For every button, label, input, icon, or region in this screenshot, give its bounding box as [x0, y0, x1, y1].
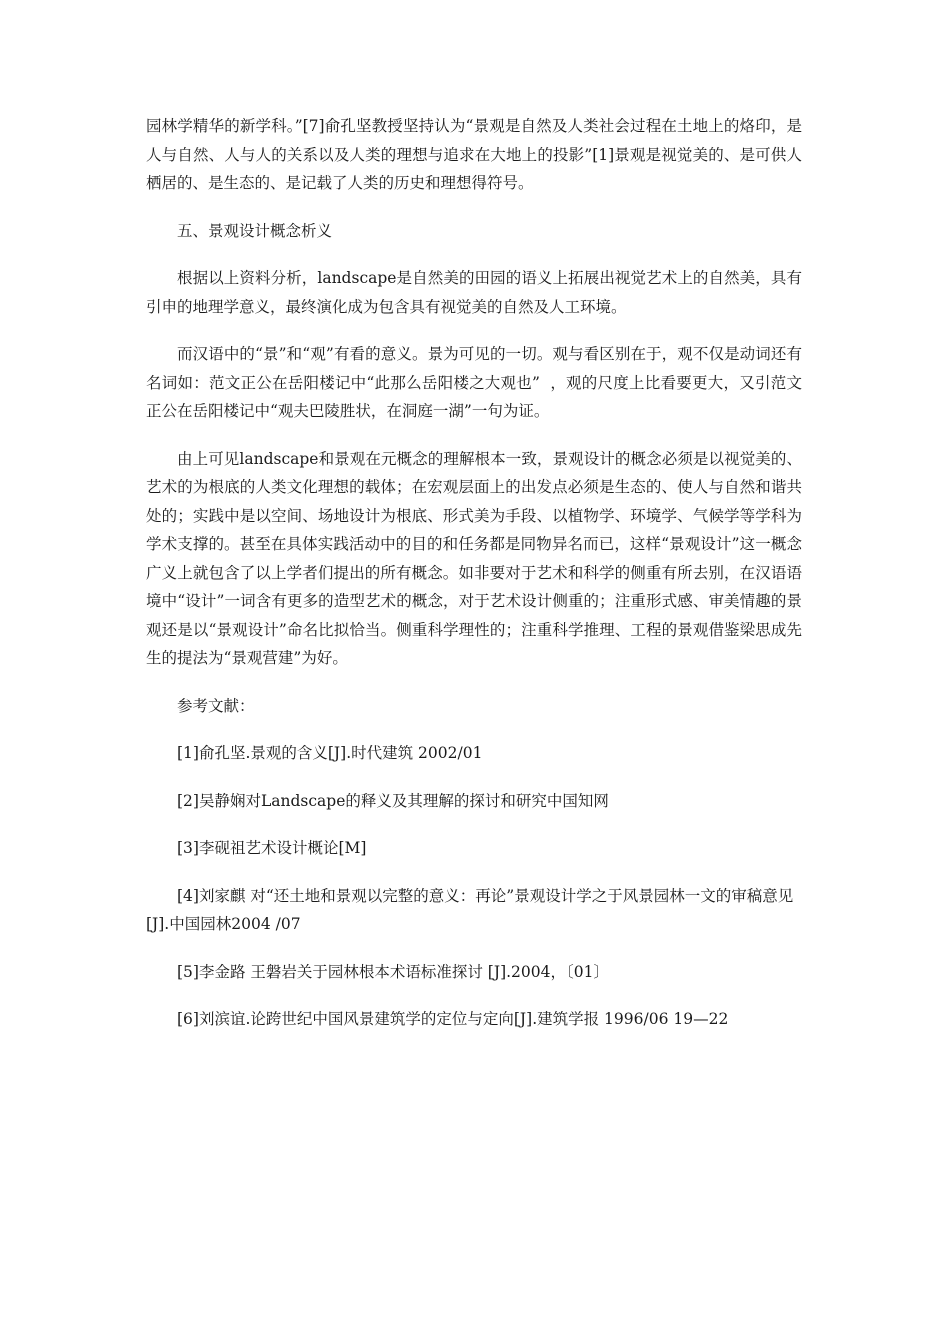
- reference-item: [2]吴静娴对Landscape的释义及其理解的探讨和研究中国知网: [177, 791, 609, 810]
- paragraph: 而汉语中的“景”和“观”有看的意义。景为可见的一切。观与看区别在于，观不仅是动词还有名词如：范文正公在岳阳楼记中“此那么岳阳楼之大观也” ，观的尺度上比看要更大，又引范文正公在岳阳楼记中“观夫巴陵胜状，在洞庭一湖”一句为证。: [146, 345, 802, 420]
- reference-item: [6]刘滨谊.论跨世纪中国风景建筑学的定位与定向[J].建筑学报 1996/06 19—22: [177, 1010, 729, 1028]
- reference-item: [5]李金路 王磐岩关于园林根本术语标准探讨 [J].2004，〔01〕: [177, 962, 609, 981]
- reference-item: [4]刘家麒 对“还土地和景观以完整的意义：再论”景观设计学之于风景园林一文的审稿意见[J].中国园林2004 /07: [146, 886, 794, 933]
- paragraph-continuation: 园林学精华的新学科。”[7]俞孔坚教授坚持认为“景观是自然及人类社会过程在土地上的烙印，是人与自然、人与人的关系以及人类的理想与追求在大地上的投影”[1]景观是视觉美的、是可供人栖居的、是生态的、是记载了人类的历史和理想得符号。: [146, 117, 802, 192]
- reference-item: [3]李砚祖艺术设计概论[M]: [177, 839, 367, 857]
- section-heading: 五、景观设计概念析义: [177, 221, 333, 240]
- reference-item: [1]俞孔坚.景观的含义[J].时代建筑 2002/01: [177, 744, 483, 762]
- references-title: 参考文献：: [177, 696, 255, 715]
- paragraph: 由上可见landscape和景观在元概念的理解根本一致，景观设计的概念必须是以视觉美的、艺术的为根底的人类文化理想的载体；在宏观层面上的出发点必须是生态的、使人与自然和谐共处的；实践中是以空间、场地设计为根底、形式美为手段、以植物学、环境学、气候学等学科为学术支撑的。甚至在具体实践活动中的目的和任务都是同物异名而已，这样“景观设计”这一概念广义上就包含了以上学者们提出的所有概念。如非要对于艺术和科学的侧重有所去别，在汉语语境中“设计”一词含有更多的造型艺术的概念，对于艺术设计侧重的；注重形式感、审美情趣的景观还是以“景观设计”命名比拟恰当。侧重科学理性的；注重科学推理、工程的景观借鉴梁思成先生的提法为“景观营建”为好。: [146, 449, 802, 667]
- paragraph: 根据以上资料分析，landscape是自然美的田园的语义上拓展出视觉艺术上的自然美，具有引申的地理学意义，最终演化成为包含具有视觉美的自然及人工环境。: [146, 269, 802, 316]
- document-body: [146, 112, 802, 1053]
